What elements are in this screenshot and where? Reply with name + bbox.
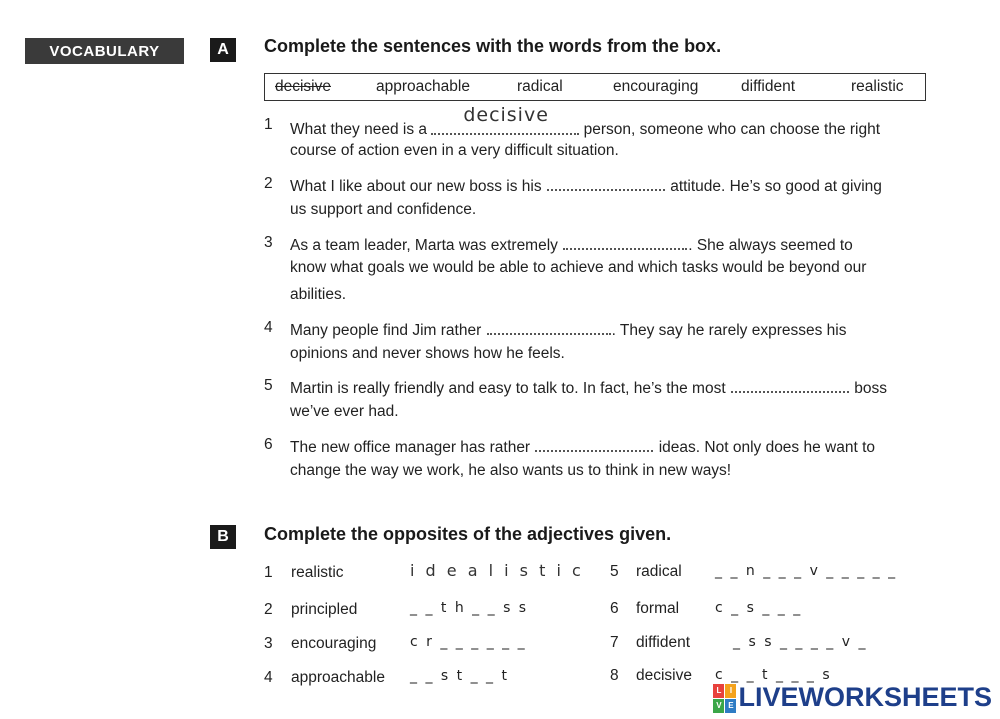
item-1-line-2: course of action even in a very difficult situation. [290,142,619,159]
item-4-line-1 [290,319,846,340]
item-5-line-2: we’ve ever had. [290,403,399,420]
section-b-letter: B [210,525,236,549]
item-number: 3 [264,234,273,251]
item-text: . She always seemed to [688,237,853,254]
item-2-line-1 [290,175,882,196]
item-text: The new office manager has rather [290,439,531,456]
item-number: 4 [264,319,273,336]
section-a-heading: Complete the sentences with the words from the box. [264,36,722,56]
opposite-pattern-4[interactable]: _ _ s t _ _ t [410,668,509,684]
opposite-word: approachable [291,669,385,686]
item-text: Many people find Jim rather [290,322,482,339]
item-text: What they need is a [290,121,427,138]
section-a-letter: A [210,38,236,62]
opposite-pattern-6[interactable]: c _ s _ _ _ [715,600,803,616]
answer-blank-2[interactable] [547,175,665,191]
logo-tile: L [713,684,724,698]
logo-tile: V [713,699,724,713]
liveworksheets-logo-text: LIVEWORKSHEETS [738,682,992,712]
opposite-answer-1[interactable]: i d e a l i s t i c [410,561,584,580]
opposite-pattern-5[interactable]: _ _ n _ _ _ v _ _ _ _ _ [715,563,898,579]
box-word: approachable [376,78,470,95]
item-number: 2 [264,175,273,192]
opposite-pattern-2[interactable]: _ _ t h _ _ s s [410,600,529,616]
opposite-word: decisive [636,667,692,684]
item-text: What I like about our new boss is his [290,178,542,195]
answer-blank-1[interactable] [431,104,579,134]
box-word: diffident [741,78,796,95]
item-number: 6 [264,436,273,453]
logo-tile: I [725,684,736,698]
opposite-item: 8 [610,667,619,684]
opposite-word: encouraging [291,635,377,652]
item-text: person, someone who can choose the right [583,121,881,138]
item-text: boss [854,380,888,397]
opposite-word: realistic [291,564,344,581]
opposite-pattern-3[interactable]: c r _ _ _ _ _ _ [410,634,527,650]
item-number: 5 [264,377,273,394]
handwritten-answer: decisive [463,104,549,126]
opposite-item: 4 [264,669,273,686]
item-3-line-3: abilities. [290,286,346,303]
item-2-line-2: us support and confidence. [290,201,477,218]
opposite-word: formal [636,600,680,617]
opposite-item: 5 [610,563,619,580]
opposite-word: principled [291,601,358,618]
section-b-heading: Complete the opposites of the adjectives given. [264,524,672,544]
item-6-line-1 [290,436,875,457]
opposite-word: radical [636,563,682,580]
box-word: realistic [851,78,904,95]
opposite-item: 7 [610,634,619,651]
item-text: ideas. Not only does he want to [658,439,876,456]
answer-blank-6[interactable] [535,436,653,452]
item-5-line-1 [290,377,887,398]
item-3-line-1 [290,234,853,255]
item-text: attitude. He’s so good at giving [670,178,882,195]
answer-blank-4[interactable] [487,319,611,335]
opposite-word: diffident [636,634,691,651]
liveworksheets-logo-icon [713,684,735,712]
item-number: 1 [264,116,273,133]
answer-blank-3[interactable] [563,234,687,250]
box-word: radical [517,78,563,95]
opposite-item: 2 [264,601,273,618]
item-text: . They say he rarely expresses his [611,322,847,339]
item-4-line-2: opinions and never shows how he feels. [290,345,565,362]
logo-tile: E [725,699,736,713]
opposite-pattern-8[interactable]: c _ _ t _ _ _ s [715,667,832,683]
word-box [264,73,926,101]
box-word: encouraging [613,78,699,95]
item-1-line-1 [290,104,881,139]
answer-blank-5[interactable] [731,377,849,393]
opposite-item: 3 [264,635,273,652]
opposite-pattern-7[interactable]: _ s s _ _ _ _ v _ [733,634,868,650]
opposite-item: 1 [264,564,273,581]
item-6-line-2: change the way we work, he also wants us to think in new ways! [290,462,732,479]
item-3-line-2: know what goals we would be able to achieve and which tasks would be beyond our [290,259,867,276]
item-text: As a team leader, Marta was extremely [290,237,558,254]
vocabulary-tag: VOCABULARY [25,38,184,64]
opposite-item: 6 [610,600,619,617]
item-text: Martin is really friendly and easy to talk to. In fact, he’s the most [290,380,726,397]
liveworksheets-logo [713,682,992,713]
box-word: decisive [275,78,331,95]
